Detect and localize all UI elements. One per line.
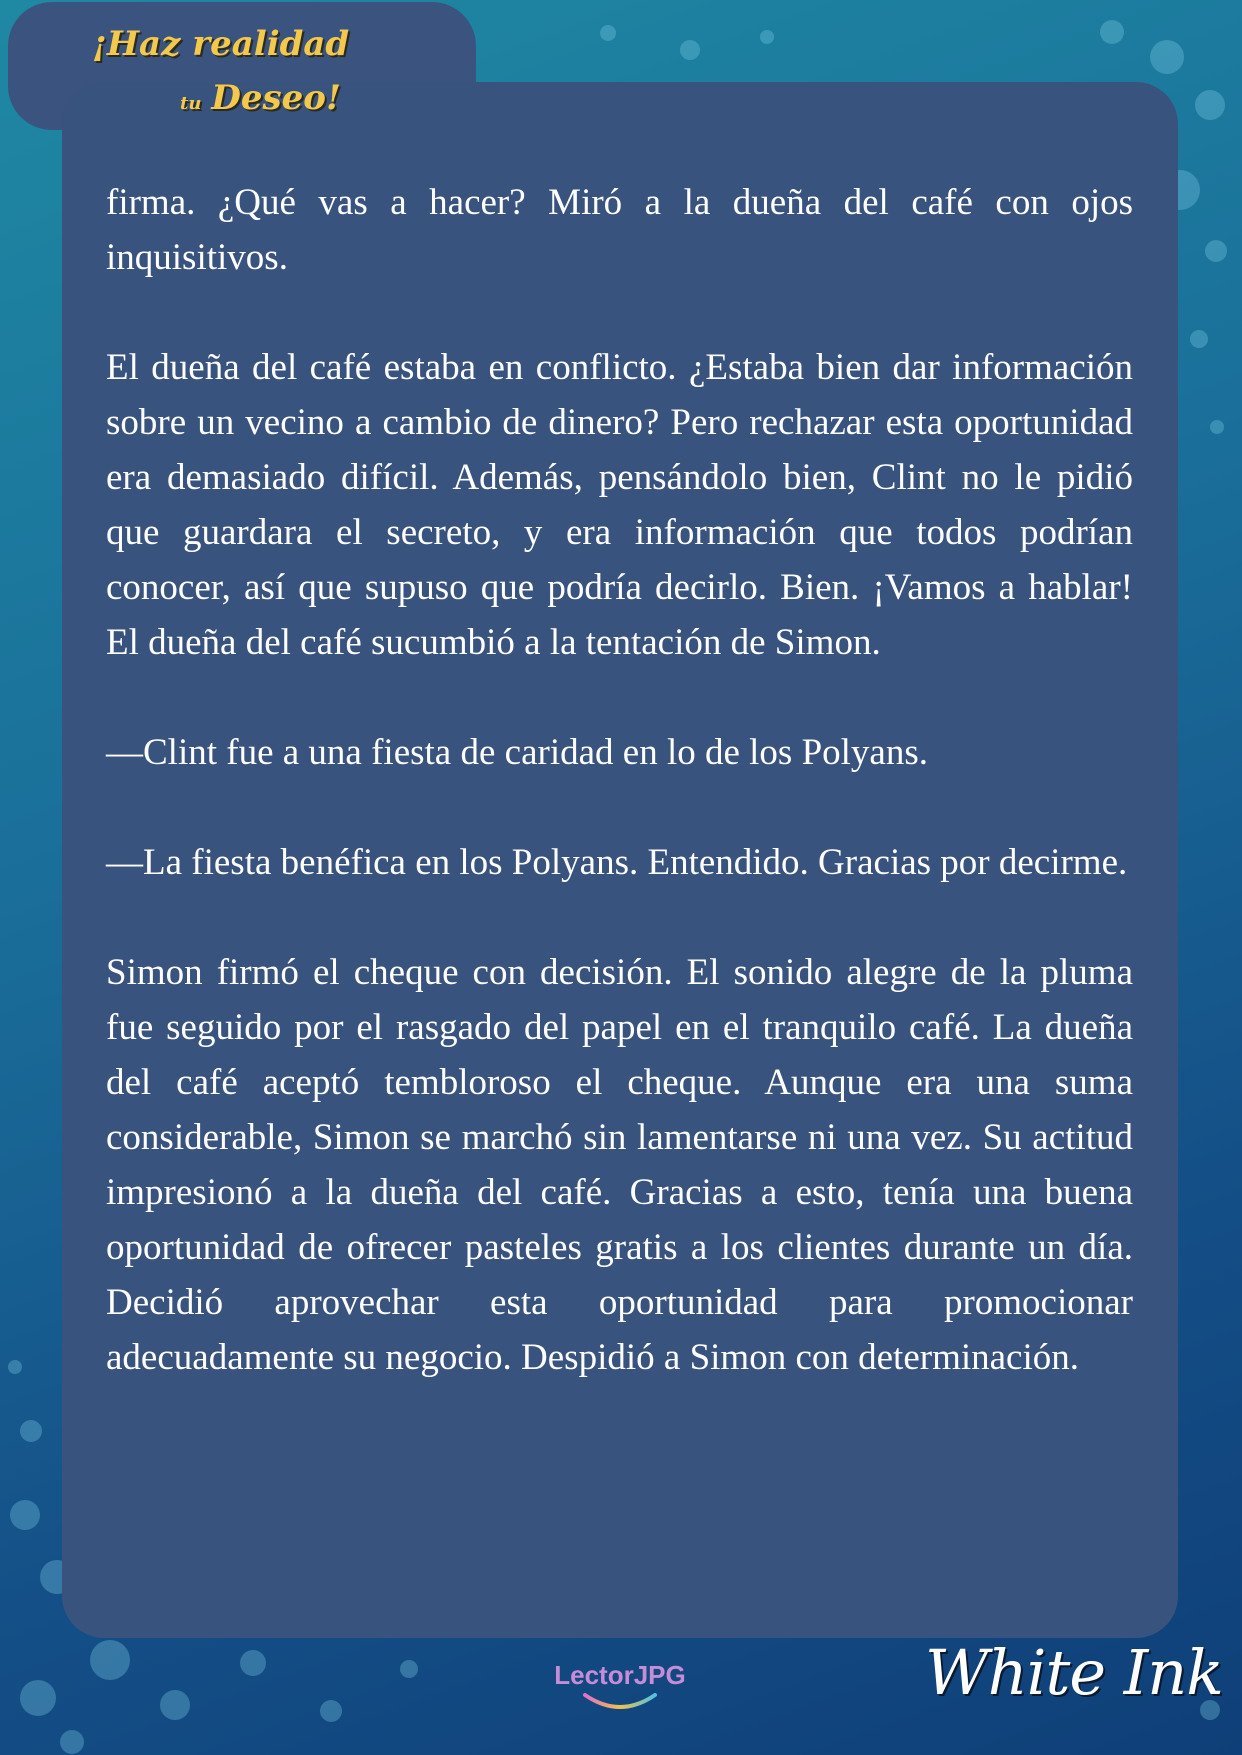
- watermark-text: LectorJPG: [554, 1660, 686, 1690]
- logo: [92, 18, 392, 122]
- body-text: [106, 175, 1133, 1385]
- logo-small-word: tu: [180, 93, 202, 114]
- logo-main-word: Deseo!: [211, 78, 341, 118]
- paragraph: —Clint fue a una fiesta de caridad en lo de los Polyans.: [106, 732, 929, 773]
- logo-line-1: ¡Haz realidad: [92, 24, 350, 64]
- paragraph: Simon firmó el cheque con decisión. El sonido alegre de la pluma fue seguido por el rasgado del papel en el tranquilo café. La dueña del café aceptó tembloroso el cheque. Aunque era una suma considerable, Simon se marchó sin lamentarse ni una vez. Su actitud impresionó a la dueña del café. Gracias a esto, tenía una buena oportunidad de ofrecer pasteles gratis a los clientes durante un día. Decidió aprovechar esta oportunidad para promocionar adecuadamente su negocio. Despidió a Simon con determinación.: [106, 952, 1133, 1378]
- paragraph: El dueña del café estaba en conflicto. ¿Estaba bien dar información sobre un vecino a cambio de dinero? Pero rechazar esta oportunidad era demasiado difícil. Además, pensándolo bien, Clint no le pidió que guardara el secreto, y era información que todos podrían conocer, así que supuso que podría decirlo. Bien. ¡Vamos a hablar! El dueña del café sucumbió a la tentación de Simon.: [106, 347, 1133, 663]
- paragraph: —La fiesta benéfica en los Polyans. Entendido. Gracias por decirme.: [106, 842, 1128, 883]
- smile-arc-icon: [565, 1689, 675, 1715]
- logo-line-2: [180, 78, 341, 118]
- paragraph: firma. ¿Qué vas a hacer? Miró a la dueña del café con ojos inquisitivos.: [106, 182, 1133, 278]
- signature: White Ink: [925, 1636, 1223, 1709]
- watermark-logo: [545, 1660, 695, 1720]
